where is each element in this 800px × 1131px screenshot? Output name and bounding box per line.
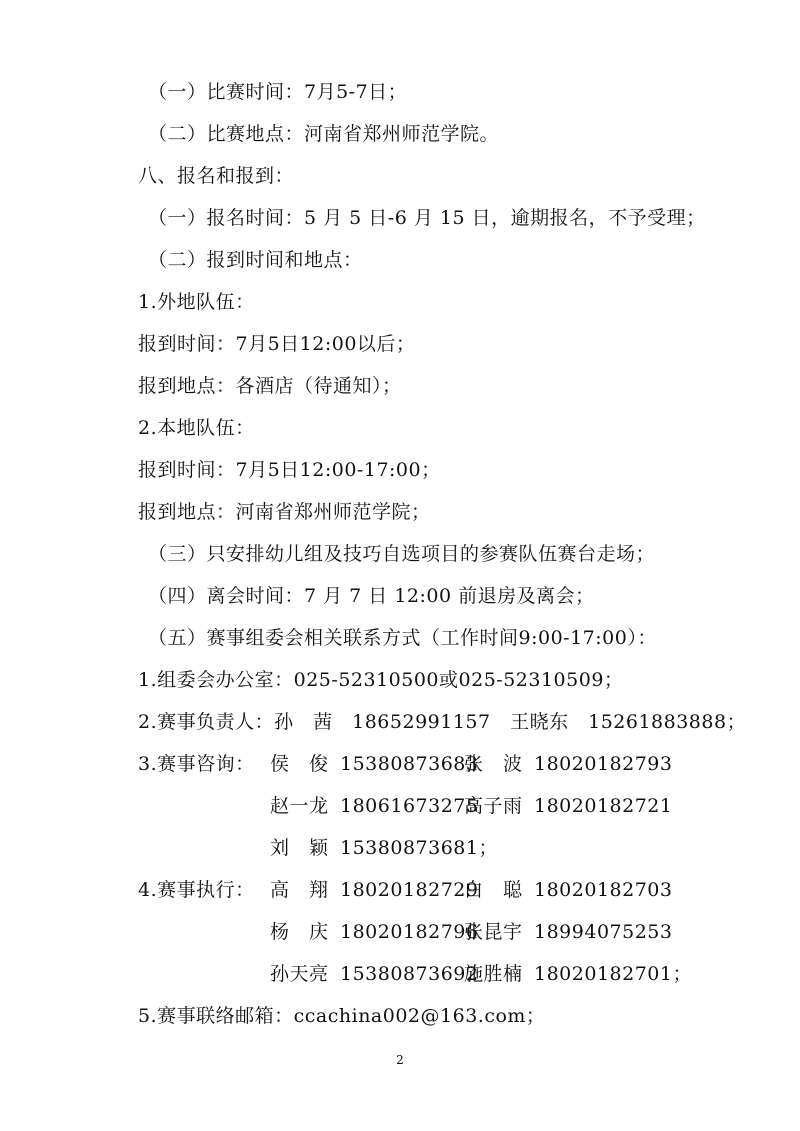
outside-checkin-place: 报到地点：各酒店（待通知）； xyxy=(138,375,402,397)
page-number: 2 xyxy=(396,1053,404,1067)
contact-name: 张 波 xyxy=(464,753,523,775)
contact-phone: 18020182703 xyxy=(534,879,673,901)
contact-row-lead: 4.赛事执行： xyxy=(138,879,255,901)
contact-name: 杨 庆 xyxy=(270,921,329,943)
match-time-line: （一）比赛时间：7月5-7日； xyxy=(148,81,408,103)
check-in-heading: （二）报到时间和地点： xyxy=(148,249,363,271)
contact-phone: 18994075253 xyxy=(534,921,673,943)
stage-walkthrough-line: （三）只安排幼儿组及技巧自选项目的参赛队伍赛台走场； xyxy=(148,543,656,565)
contact-phone: 18020182793 xyxy=(534,753,673,775)
execution-contact-row xyxy=(138,877,672,903)
responsible-person-line: 2.赛事负责人：孙 茜 18652991157 王晓东 15261883888； xyxy=(138,711,747,733)
contact-phone: 18020182796 xyxy=(340,921,479,943)
contact-email-line: 5.赛事联络邮箱：ccachina002@163.com； xyxy=(138,1005,546,1027)
section-heading-registration: 八、报名和报到： xyxy=(138,165,295,187)
contact-name: 侯 俊 xyxy=(270,753,329,775)
contact-methods-heading: （五）赛事组委会相关联系方式（工作时间9:00-17:00）： xyxy=(148,627,657,649)
contact-name: 高 翔 xyxy=(270,879,329,901)
outside-checkin-time: 报到时间：7月5日12:00以后； xyxy=(138,333,416,355)
contact-name: 白 聪 xyxy=(464,879,523,901)
contact-phone: 18061673275 xyxy=(340,795,479,817)
contact-name: 高子雨 xyxy=(464,795,523,817)
local-teams-heading: 2.本地队伍： xyxy=(138,417,255,439)
contact-row-lead: 3.赛事咨询： xyxy=(138,753,255,775)
match-venue-line: （二）比赛地点：河南省郑州师范学院。 xyxy=(148,123,500,145)
contact-phone: 15380873683 xyxy=(340,753,479,775)
execution-contact-row xyxy=(138,961,692,987)
contact-phone: 18020182721 xyxy=(534,795,673,817)
contact-phone: 18020182701； xyxy=(534,963,692,985)
contact-phone: 15380873681； xyxy=(340,837,498,859)
execution-contact-row xyxy=(138,919,672,945)
consult-contact-row xyxy=(138,793,672,819)
contact-name: 孙天亮 xyxy=(270,963,329,985)
registration-time-line: （一）报名时间：5 月 5 日-6 月 15 日，逾期报名，不予受理； xyxy=(148,207,706,229)
contact-phone: 15380873692 xyxy=(340,963,479,985)
contact-name: 赵一龙 xyxy=(270,795,329,817)
contact-name: 张昆宇 xyxy=(464,921,523,943)
contact-phone: 18020182729 xyxy=(340,879,479,901)
contact-name: 施胜楠 xyxy=(464,963,523,985)
office-phone-line: 1.组委会办公室：025-52310500或025-52310509； xyxy=(138,669,624,691)
contact-name: 刘 颖 xyxy=(270,837,329,859)
departure-time-line: （四）离会时间：7 月 7 日 12:00 前退房及离会； xyxy=(148,585,595,607)
consult-contact-row xyxy=(138,751,672,777)
outside-teams-heading: 1.外地队伍： xyxy=(138,291,255,313)
local-checkin-time: 报到时间：7月5日12:00-17:00； xyxy=(138,459,441,481)
consult-contact-row xyxy=(138,835,534,861)
local-checkin-place: 报到地点：河南省郑州师范学院； xyxy=(138,501,431,523)
